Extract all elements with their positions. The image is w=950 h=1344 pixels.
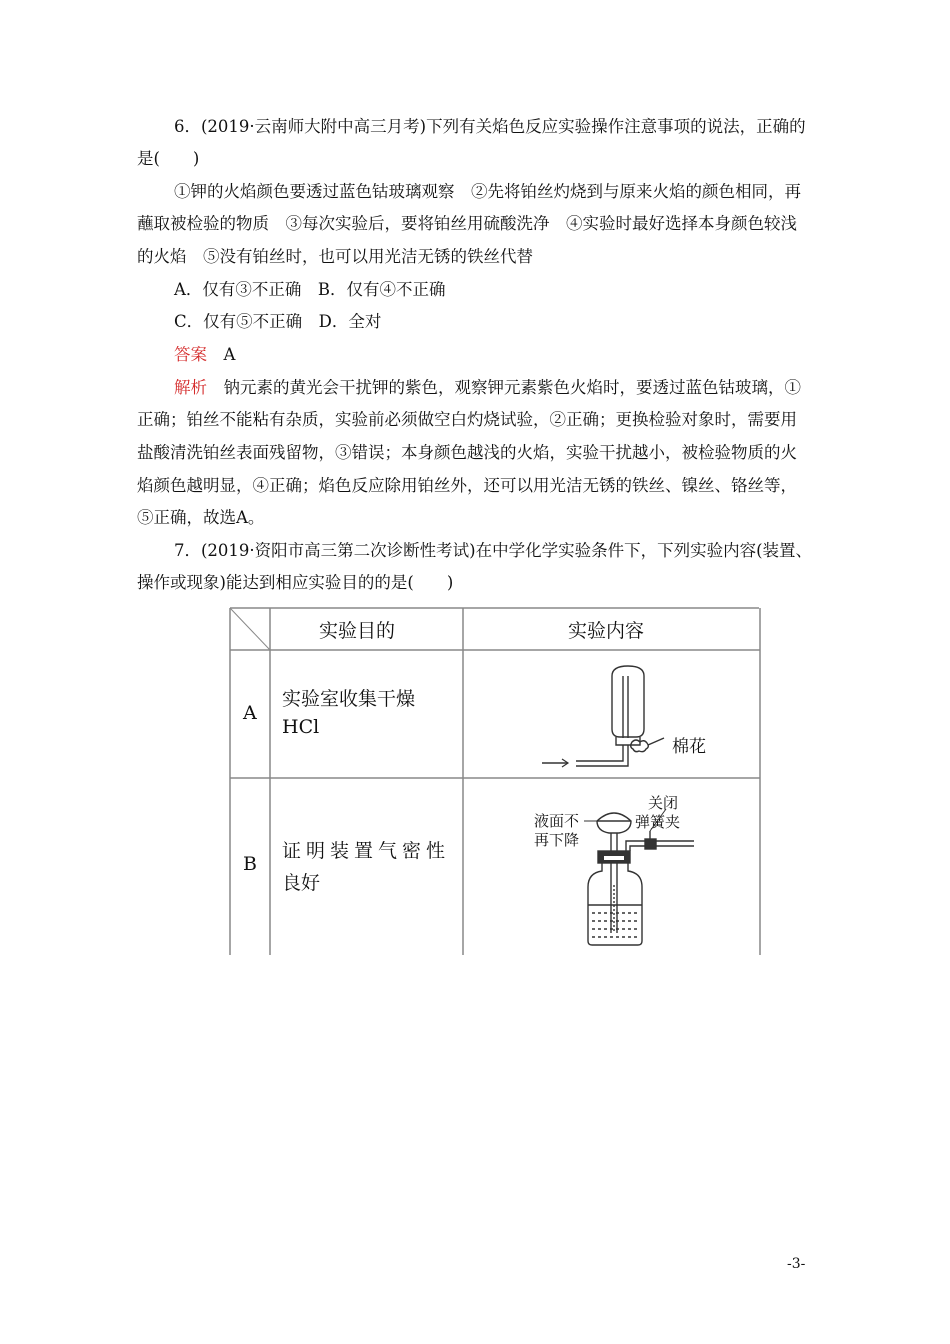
row-a-purpose-line2: HCl: [282, 716, 320, 738]
row-b-purpose-line1: 证明装置气密性: [282, 840, 451, 862]
row-a-label: A: [243, 702, 257, 724]
q7-stem-line1: 7．(2019·资阳市高三第二次诊断性考试)在中学化学实验条件下，下列实验内容(装置、: [174, 541, 813, 560]
cotton-label: 棉花: [672, 737, 706, 757]
q6-analysis-line4: 焰颜色越明显，④正确；焰色反应除用铂丝外，还可以用光洁无锈的铁丝、镍丝、铬丝等，: [137, 476, 797, 495]
liquid-label-line1: 液面不: [534, 812, 580, 830]
q6-stem-line2: 是( ): [137, 149, 200, 168]
answer-value: A: [223, 345, 236, 364]
clamp-label-line1: 关闭: [648, 794, 679, 812]
liquid-label-line2: 再下降: [534, 831, 580, 849]
q6-analysis-line5: ⑤正确，故选A。: [137, 508, 265, 527]
q6-statement-line2: 蘸取被检验的物质 ③每次实验后，要将铂丝用硫酸洗净 ④实验时最好选择本身颜色较浅: [137, 214, 797, 233]
q7-stem-line2: 操作或现象)能达到相应实验目的的是( ): [137, 573, 454, 592]
q6-options-ab: A．仅有③不正确 B．仅有④不正确: [174, 280, 446, 299]
analysis-text: 钠元素的黄光会干扰钾的紫色，观察钾元素紫色火焰时，要透过蓝色钴玻璃，①: [223, 378, 801, 397]
page-number: -3-: [787, 1256, 806, 1272]
q6-answer: [174, 344, 235, 366]
q6-options-cd: C．仅有⑤不正确 D．全对: [174, 312, 382, 331]
q6-statement-line3: 的火焰 ⑤没有铂丝时，也可以用光洁无锈的铁丝代替: [137, 247, 533, 266]
q6-analysis-line3: 盐酸清洗铂丝表面残留物，③错误；本身颜色越浅的火焰，实验干扰越小，被检验物质的火: [137, 443, 797, 462]
row-b-label: B: [243, 853, 257, 875]
row-b-purpose-line2: 良好: [282, 872, 321, 894]
q6-statement-line1: ①钾的火焰颜色要透过蓝色钴玻璃观察 ②先将铂丝灼烧到与原来火焰的颜色相同，再: [174, 182, 801, 201]
analysis-label: 解析: [174, 378, 207, 397]
experiment-table: [227, 607, 762, 955]
clamp-label-line2: 弹簧夹: [635, 813, 681, 831]
answer-label: 答案: [174, 345, 207, 364]
header-content: 实验内容: [568, 620, 645, 642]
row-a-purpose-line1: 实验室收集干燥: [282, 688, 416, 710]
q6-analysis-line2: 正确；铂丝不能粘有杂质，实验前必须做空白灼烧试验，②正确；更换检验对象时，需要用: [137, 410, 797, 429]
header-purpose: 实验目的: [319, 620, 396, 642]
q6-stem-line1: 6．(2019·云南师大附中高三月考)下列有关焰色反应实验操作注意事项的说法，正确的: [174, 117, 806, 136]
q6-analysis-line1: [174, 377, 801, 399]
airtightness-apparatus-figure: [582, 787, 752, 947]
